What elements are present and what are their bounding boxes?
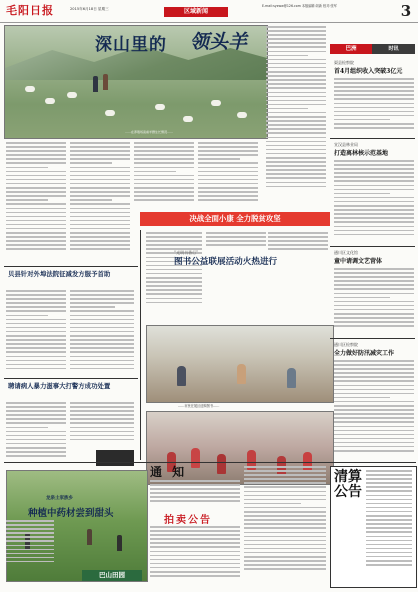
bottom-brand-tag: 巴山田园 (82, 570, 142, 581)
lead-photo-caption: ……在养殖场查看羊群生长情况…… (125, 130, 174, 134)
page-number: 3 (400, 2, 412, 20)
lead-headline-part2: 领头羊 (190, 31, 248, 53)
lead-body-col1 (6, 142, 66, 262)
issue-date: 2015年6月18日 星期三 (70, 7, 109, 11)
right-column-tab: 巴洲 (330, 44, 372, 54)
mid-body-col2 (206, 232, 266, 252)
mid-story2-kicker: “光明书香行” (174, 250, 199, 255)
campaign-banner: 决战全面小康 全力脱贫攻坚 (140, 212, 330, 226)
brief4-headline: 全力做好防汛减灾工作 (334, 350, 395, 357)
brief1-place: 渠县检察院 (334, 60, 354, 65)
newspaper-logo: 毛阳日报 (6, 4, 54, 17)
brief2-place: 宣汉县林业局 (334, 142, 358, 147)
left-story3-col1 (6, 402, 66, 462)
lead-body-col2 (70, 142, 130, 262)
lead-headline-part1: 深山里的 (95, 35, 167, 55)
left-story2-headline: 贝县针对外埠法院征减发方服予首助 (8, 270, 111, 278)
lead-body-col3 (134, 142, 194, 208)
brief4-place: 通川区检察院 (334, 342, 358, 347)
auction-notice-title: 拍卖公告 (164, 515, 212, 526)
brief3-body (334, 268, 414, 336)
mid-body-col1 (146, 232, 202, 312)
brief1-body (334, 78, 414, 136)
bottom-story-kicker: 龙泉土家族乡 (46, 496, 73, 501)
section-title: 区域新闻 (164, 7, 228, 17)
left-story2-col1 (6, 290, 66, 380)
auction-notice-body (150, 526, 240, 586)
legal-notices-body (244, 466, 326, 586)
brief3-place: 通川区文化馆 (334, 250, 358, 255)
left-story2-col2 (70, 290, 134, 380)
liquidation-notice-title: 清算公告 (334, 469, 362, 500)
bottom-story-body (6, 520, 54, 568)
notice-title: 通 知 (150, 465, 188, 479)
book-fair-photo (146, 325, 334, 403)
lead-body-col4 (198, 142, 258, 208)
bottom-story-headline: 种植中药材尝到甜头 (28, 508, 114, 519)
brief3-headline: 童中请调文艺营体 (334, 258, 383, 265)
brief2-headline: 打造离林核示范基地 (334, 150, 389, 157)
brief4-body (334, 360, 414, 460)
liquidation-notice-body (366, 470, 412, 582)
mid-story2-headline: 图书公益联展活动火热进行 (174, 257, 278, 267)
right-column-tab-2: 时讯 (388, 46, 399, 52)
lead-body-col5 (266, 26, 326, 206)
notice-body (150, 480, 240, 508)
police-seal-image (96, 450, 134, 466)
mid-body-col3 (268, 232, 328, 256)
book-fair-caption: ……市民在展区选购图书…… (178, 404, 220, 408)
left-story3-col2 (70, 402, 134, 448)
brief2-body (334, 160, 414, 244)
left-story3-headline: 聘请病人暴力滋事大打警方成功处置 (8, 382, 111, 390)
editor-contact: E-mail:syxww@126.com 本版编辑:刘新 校对:张军 (262, 4, 337, 8)
brief1-headline: 首4月组织收入突破3亿元 (334, 68, 403, 75)
